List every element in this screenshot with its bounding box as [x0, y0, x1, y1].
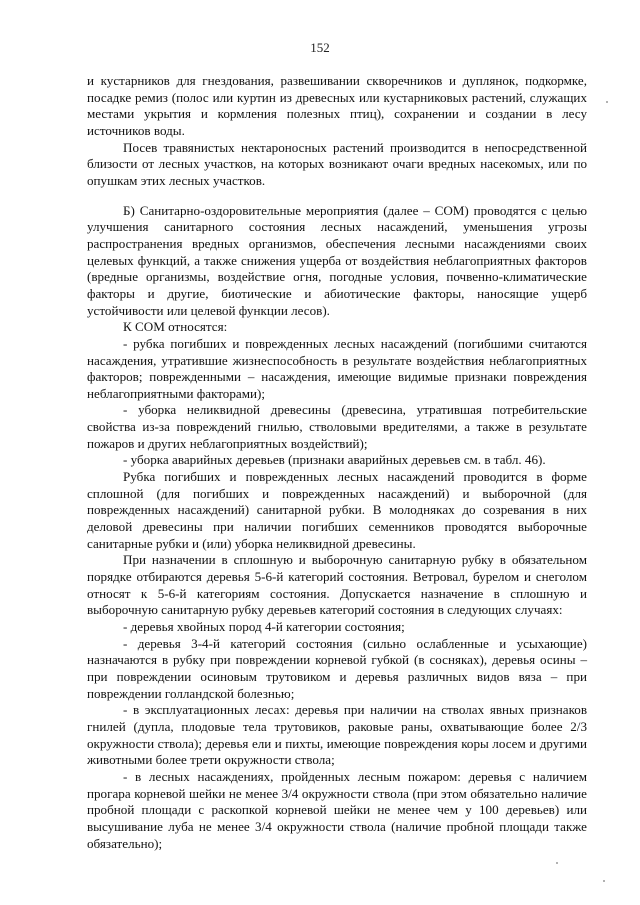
scan-speck [556, 862, 558, 864]
document-body [87, 73, 587, 852]
paragraph-selection-rules: При назначении в сплошную и выборочную санитарную рубку в обязательном порядке отбираются деревья 5-6-й категорий состояния. Ветровал, бурелом и снеголом относят к 5-6-й категориям состояния. Допускается назначение в сплошную и выборочную санитарную рубку деревьев категорий состояния в следующих случаях: [87, 552, 587, 618]
list-item-hazard-trees: - уборка аварийных деревьев (признаки аварийных деревьев см. в табл. 46). [123, 452, 546, 468]
scan-speck [603, 880, 605, 882]
list-item-felling-dead: - рубка погибших и поврежденных лесных насаждений (погибшими считаются насаждения, утратившие жизнеспособность в результате воздействия неблагоприятных факторов; поврежденными – насаждения, имеющие видимые признаки повреждения неблагоприятными факторами); [87, 335, 587, 401]
scan-speck [606, 101, 608, 103]
page-number: 152 [310, 40, 330, 55]
list-item-fire-damaged: - в лесных насаждениях, пройденных лесным пожаром: деревья с наличием прогара корневой шейки не менее 3/4 окружности ствола (при этом обязательно наличие пробной площади с раскопкой корневой шейки не менее чем у 100 деревьев) или высушивание луба не менее 3/4 окружности ствола (наличие пробной площади также обязательно); [87, 768, 587, 851]
paragraph-felling-forms: Рубка погибших и поврежденных лесных насаждений проводится в форме сплошной (для погибших и поврежденных насаждений) и выборочной (для поврежденных насаждений) санитарной рубки. В молодняках до созревания в них деловой древесины при наличии погибших семенников проводятся выборочные санитарные рубки и (или) уборка неликвидной древесины. [87, 469, 587, 551]
list-item-conifers: - деревья хвойных пород 4-й категории состояния; [123, 619, 405, 634]
list-item-illiquid-wood: - уборка неликвидной древесины (древесина, утратившая потребительские свойства из-за повреждений гнилью, стволовыми вредителями, а также в результате пожаров и других неблагоприятных воздействий); [87, 402, 587, 451]
list-item-exploitation-forests: - в эксплуатационных лесах: деревья при наличии на стволах явных признаков гнилей (дупла, плодовые тела трутовиков, раковые раны, охватывающие более 2/3 окружности ствола); деревья ели и пихты, имеющие повреждения коры лосем и другими животными более трети окружности ствола; [87, 702, 587, 768]
paragraph-sowing: Посев травянистых нектароносных растений производится в непосредственной близости от лесных участков, на которых возникают очаги вредных насекомых, или по опушкам этих лесных участков. [87, 139, 587, 188]
paragraph-som-list-intro: К СОМ относятся: [123, 319, 228, 335]
paragraph-continuation: и кустарников для гнездования, развешивании скворечников и дуплянок, подкормке, посадке ремиз (полос или куртин из древесных или кустарниковых растений, служащих местами укрытия и кормления полезных птиц), сохранении и создании в лесу источников воды. [87, 73, 587, 138]
paragraph-som-definition: Б) Санитарно-оздоровительные мероприятия (далее – СОМ) проводятся с целью улучшения санитарного состояния лесных насаждений, уменьшения угрозы распространения вредных организмов, обеспечения лесными насаждениями своих целевых функций, а также снижения ущерба от воздействия неблагоприятных факторов (вредные организмы, воздействие огня, погодные условия, почвенно-климатические факторы и другие, биотические и абиотические факторы, наносящие ущерб устойчивости или целевой функции лесов). [87, 202, 587, 318]
list-item-weakened-trees: - деревья 3-4-й категорий состояния (сильно ослабленные и усыхающие) назначаются в рубку при повреждении корневой губкой (в сосняках), деревья осины – при повреждении осиновым трутовиком и деревья различных видов вяза – при повреждении голландской болезнью; [87, 635, 587, 701]
